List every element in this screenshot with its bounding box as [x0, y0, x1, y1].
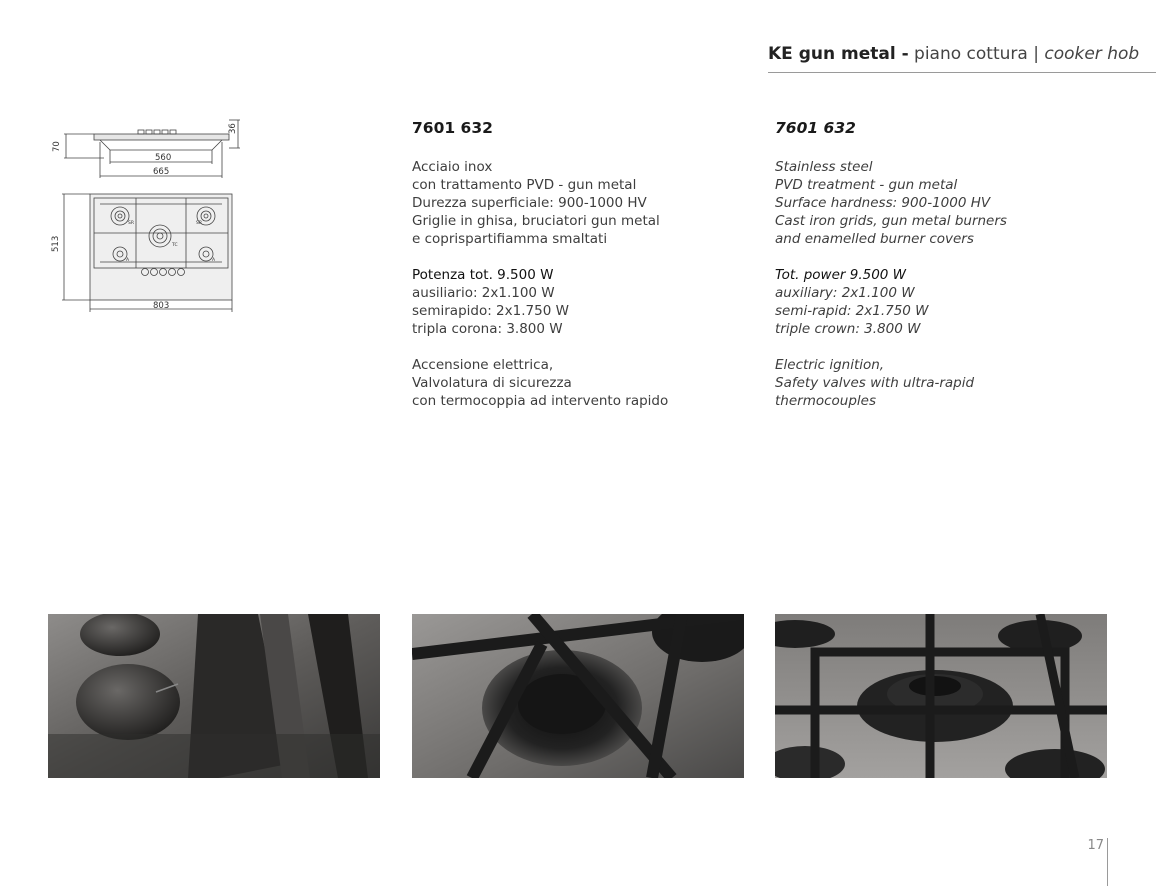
header-title-it: piano cottura |: [914, 44, 1039, 64]
burner-overhead-photo: [775, 614, 1107, 778]
dim-depth: 513: [51, 235, 61, 252]
ignition-line: Safety valves with ultra-rapid: [775, 375, 975, 391]
ignition-line: Electric ignition,: [775, 357, 885, 373]
product-code: 7601 632: [412, 119, 493, 137]
burner-label: SR: [196, 221, 202, 226]
dim-height-total: 70: [52, 141, 62, 152]
product-code: 7601 632: [775, 119, 856, 137]
header-divider: [768, 72, 1156, 73]
material-line: Surface hardness: 900-1000 HV: [775, 195, 991, 211]
material-line: Stainless steel: [775, 159, 873, 175]
material-line: Griglie in ghisa, bruciatori gun metal: [412, 213, 660, 229]
page-header: [768, 44, 1156, 64]
english-description: [775, 118, 1105, 410]
dim-cutout-width: 560: [155, 153, 172, 163]
material-line: con trattamento PVD - gun metal: [412, 177, 637, 193]
header-title-en: cooker hob: [1044, 44, 1140, 64]
material-line: Acciaio inox: [412, 159, 493, 175]
material-line: Durezza superficiale: 900-1000 HV: [412, 195, 647, 211]
power-line: tripla corona: 3.800 W: [412, 321, 563, 337]
power-title: Tot. power 9.500 W: [775, 267, 907, 283]
material-line: e coprispartifiamma smaltati: [412, 231, 608, 247]
dim-width: 803: [153, 301, 170, 311]
italian-description: [412, 118, 742, 410]
power-title: Potenza tot. 9.500 W: [412, 267, 554, 283]
material-line: Cast iron grids, gun metal burners: [775, 213, 1007, 229]
power-line: auxiliary: 2x1.100 W: [775, 285, 915, 301]
burner-label: TC: [172, 243, 178, 248]
burner-label: A: [126, 258, 130, 263]
page-number: 17: [1087, 838, 1104, 853]
header-brand: KE gun metal -: [768, 44, 909, 64]
ignition-line: con termocoppia ad intervento rapido: [412, 393, 669, 409]
dim-depth-width: 665: [153, 167, 170, 177]
burner-grid-closeup-photo: [412, 614, 744, 778]
power-line: triple crown: 3.800 W: [775, 321, 921, 337]
page-number-divider: [1107, 838, 1108, 886]
ignition-line: Valvolatura di sicurezza: [412, 375, 572, 391]
burner-label: A: [212, 258, 216, 263]
dim-height-top: 36: [228, 123, 238, 134]
technical-drawing: [44, 112, 244, 312]
material-line: PVD treatment - gun metal: [775, 177, 958, 193]
power-line: ausiliario: 2x1.100 W: [412, 285, 555, 301]
power-line: semi-rapid: 2x1.750 W: [775, 303, 929, 319]
ignition-line: Accensione elettrica,: [412, 357, 554, 373]
burner-label: SR: [128, 221, 134, 226]
ignition-line: thermocouples: [775, 393, 877, 409]
power-line: semirapido: 2x1.750 W: [412, 303, 569, 319]
knobs-closeup-photo: [48, 614, 380, 778]
material-line: and enamelled burner covers: [775, 231, 974, 247]
